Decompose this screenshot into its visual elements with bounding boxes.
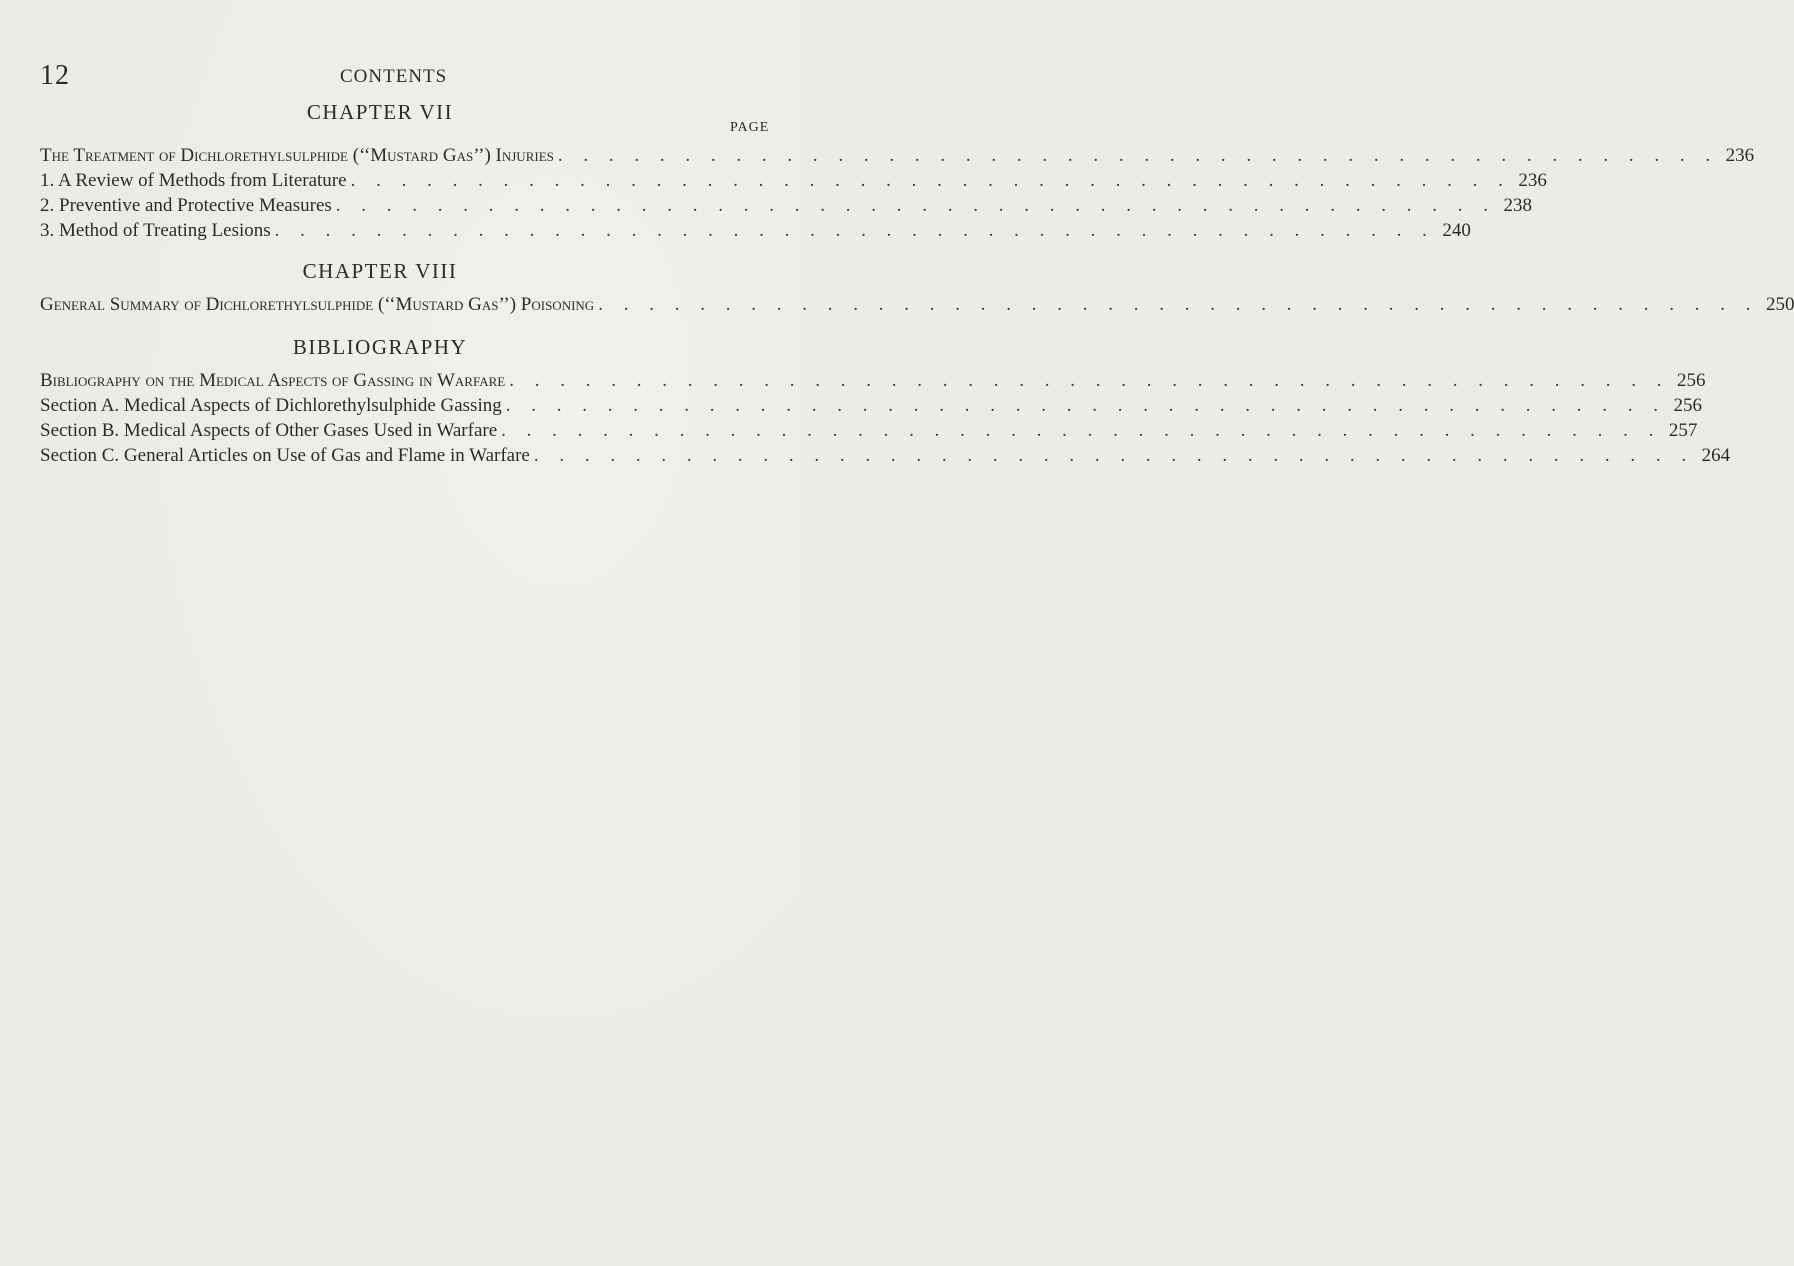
toc-entry-title: General Summary of Dichlorethylsulphide (‘‘Mustard Gas’’) Poisoning [40, 294, 595, 315]
toc-entry-page: 264 [1701, 445, 1731, 466]
chapter-viii-heading: CHAPTER VIII [302, 259, 458, 283]
dot-leader: . . . . . . . . . . . . . . . . . . . . . . . . . . . . . . . . . . . . . . . . . . . . . . [350, 170, 1511, 191]
dot-leader: . . . . . . . . . . . . . . . . . . . . . . . . . . . . . . . . . . . . . . . . . . . . . . [335, 195, 1497, 216]
toc-entry-title: Section B. Medical Aspects of Other Gases Used in Warfare [40, 420, 498, 441]
toc-entry-title: 1. A Review of Methods from Literature [40, 170, 347, 191]
toc-entry-title: The Treatment of Dichlorethylsulphide (‘‘Mustard Gas’’) Injuries [40, 145, 554, 166]
toc-entry-page: 238 [1503, 195, 1533, 216]
chapter-vii-heading: CHAPTER VII [306, 100, 454, 124]
toc-entry-review-of-methods[interactable] [40, 170, 1547, 196]
toc-entry-page: 236 [1518, 170, 1547, 191]
toc-entry-page: 256 [1673, 395, 1702, 416]
dot-leader: . . . . . . . . . . . . . . . . . . . . . . . . . . . . . . . . . . . . . . . . . . . . . . [557, 145, 1719, 166]
toc-entry-title: 2. Preventive and Protective Measures [40, 195, 332, 216]
bibliography-heading: BIBLIOGRAPHY [292, 335, 468, 359]
toc-entry-title: 3. Method of Treating Lesions [40, 220, 271, 241]
dot-leader: . . . . . . . . . . . . . . . . . . . . . . . . . . . . . . . . . . . . . . . . . . . . . . [598, 294, 1759, 315]
toc-entry-chapter-vii[interactable] [40, 145, 1755, 171]
toc-entry-bibliography[interactable] [40, 370, 1706, 396]
toc-entry-page: 236 [1725, 145, 1755, 166]
dot-leader: . . . . . . . . . . . . . . . . . . . . . . . . . . . . . . . . . . . . . . . . . . . . . . [509, 370, 1670, 391]
dot-leader: . . . . . . . . . . . . . . . . . . . . . . . . . . . . . . . . . . . . . . . . . . . . . . [274, 220, 1435, 241]
toc-entry-section-a[interactable] [40, 395, 1702, 421]
toc-entry-page: 240 [1442, 220, 1471, 241]
toc-entry-page: 257 [1668, 420, 1698, 441]
dot-leader: . . . . . . . . . . . . . . . . . . . . . . . . . . . . . . . . . . . . . . . . . . . . . . [501, 420, 1662, 441]
toc-entry-title: Bibliography on the Medical Aspects of Gassing in Warfare [40, 370, 506, 391]
toc-entry-page: 256 [1676, 370, 1706, 391]
dot-leader: . . . . . . . . . . . . . . . . . . . . . . . . . . . . . . . . . . . . . . . . . . . . . . [505, 395, 1666, 416]
running-head: CONTENTS [340, 66, 448, 87]
toc-entry-section-b[interactable] [40, 420, 1698, 446]
toc-entry-title: Section C. General Articles on Use of Gas and Flame in Warfare [40, 445, 530, 466]
toc-entry-treating-lesions[interactable] [40, 220, 1471, 246]
toc-entry-title: Section A. Medical Aspects of Dichlorethylsulphide Gassing [40, 395, 502, 416]
page-column-label: PAGE [730, 120, 770, 135]
toc-entry-section-c[interactable] [40, 445, 1731, 471]
toc-entry-page: 250 [1765, 294, 1794, 315]
dot-leader: . . . . . . . . . . . . . . . . . . . . . . . . . . . . . . . . . . . . . . . . . . . . . . [533, 445, 1695, 466]
toc-entry-preventive-measures[interactable] [40, 195, 1533, 221]
toc-entry-chapter-viii[interactable] [40, 294, 1794, 320]
page-number: 12 [40, 60, 70, 91]
